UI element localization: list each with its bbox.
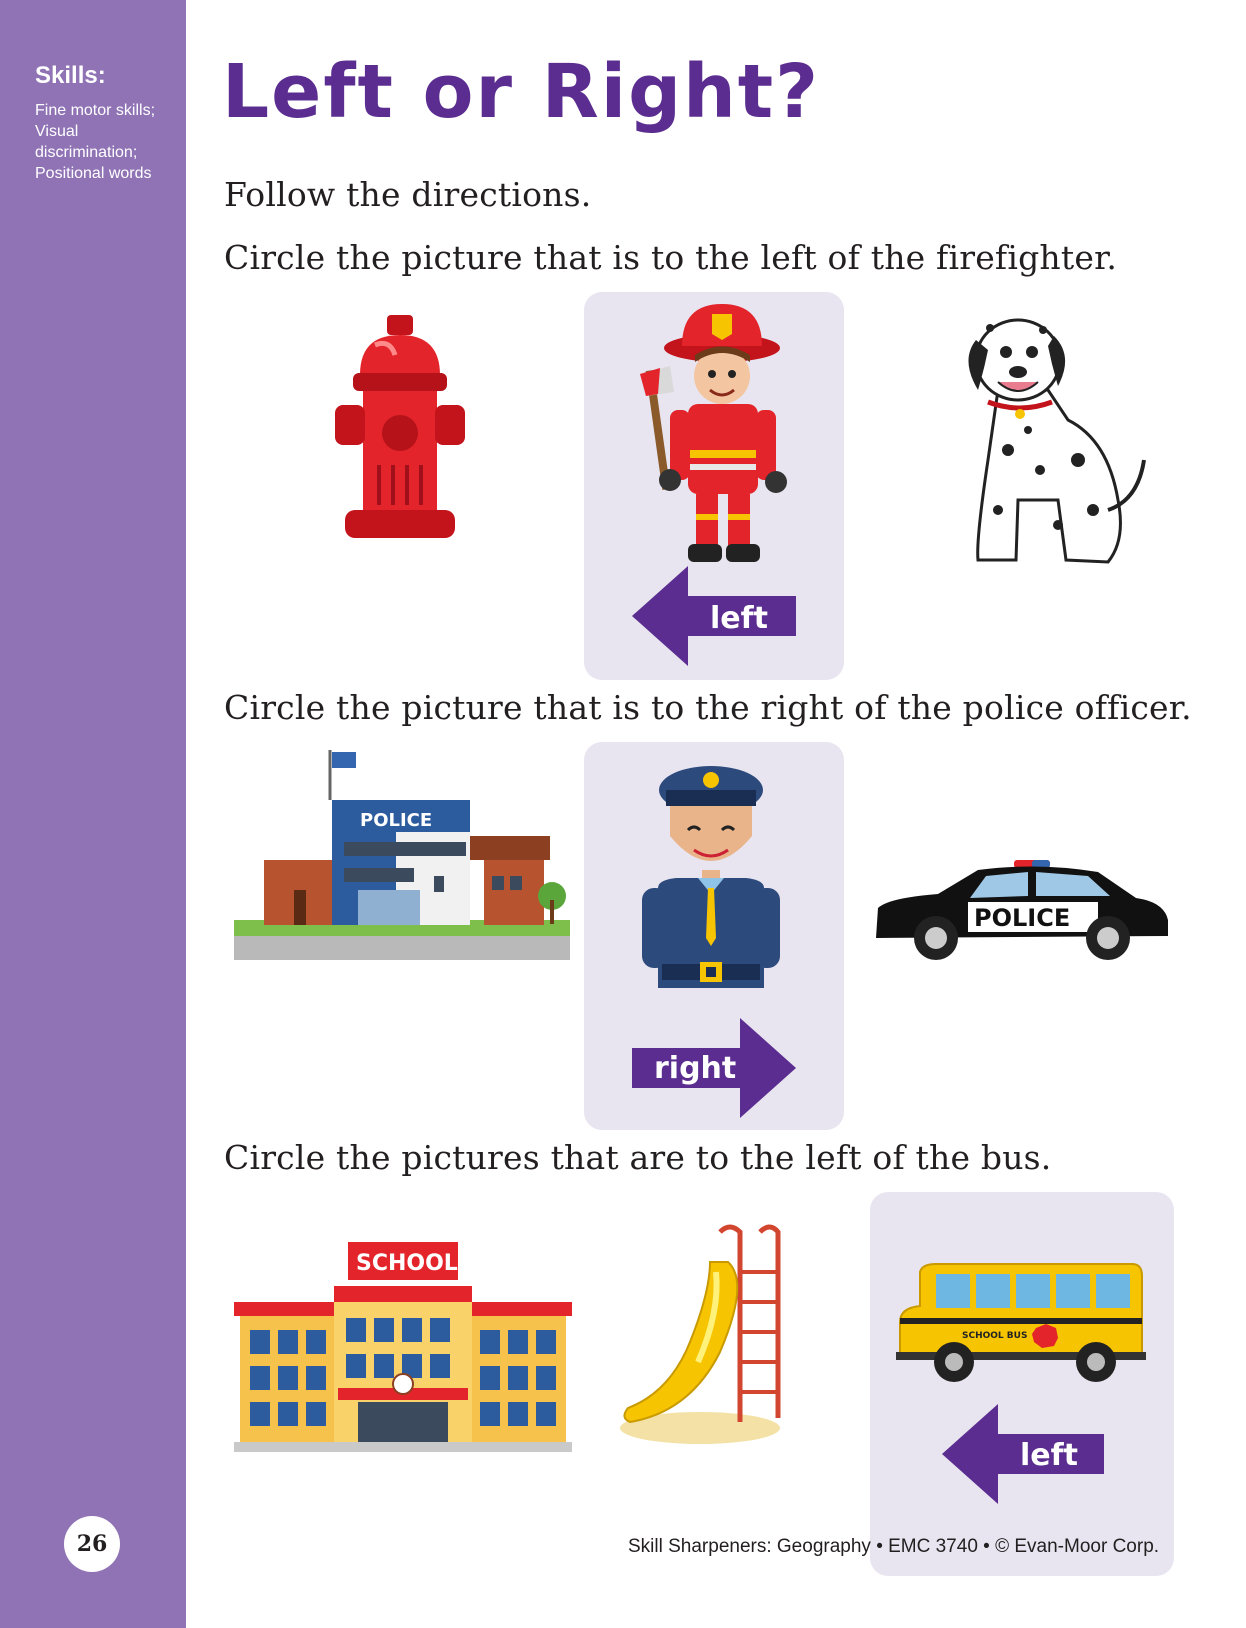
slide-picture[interactable] [620, 1222, 790, 1448]
page-title: Left or Right? [222, 49, 821, 135]
instruction-2: Circle the picture that is to the right of the police officer. [224, 688, 1192, 727]
dalmatian-picture[interactable] [948, 310, 1148, 568]
school-bus-picture[interactable] [896, 1262, 1146, 1386]
station-sign: POLICE [360, 810, 433, 831]
skills-title: Skills: [35, 62, 106, 89]
arrow-label-3: left [1020, 1438, 1079, 1473]
bus-text: SCHOOL BUS [962, 1331, 1028, 1341]
police-car-picture[interactable] [868, 858, 1172, 962]
directions: Follow the directions. [224, 175, 592, 214]
footer-credit: Skill Sharpeners: Geography • EMC 3740 • © Evan-Moor Corp. [628, 1536, 1160, 1557]
firefighter-picture[interactable] [640, 300, 800, 570]
school-picture[interactable] [234, 1242, 572, 1454]
arrow-label-2: right [654, 1051, 737, 1086]
car-text: POLICE [974, 904, 1071, 932]
fire-hydrant-picture[interactable] [335, 315, 465, 545]
skills-text: Fine motor skills; Visual discrimination; Positional words [35, 102, 156, 182]
police-officer-picture[interactable] [636, 758, 786, 1004]
arrow-label-1: left [710, 601, 769, 636]
instruction-3: Circle the pictures that are to the left of the bus. [224, 1138, 1052, 1177]
police-station-picture[interactable] [234, 750, 570, 960]
page-number: 26 [64, 1516, 120, 1572]
instruction-1: Circle the picture that is to the left of the firefighter. [224, 238, 1118, 277]
sidebar [0, 0, 186, 1628]
school-sign: SCHOOL [356, 1251, 458, 1276]
